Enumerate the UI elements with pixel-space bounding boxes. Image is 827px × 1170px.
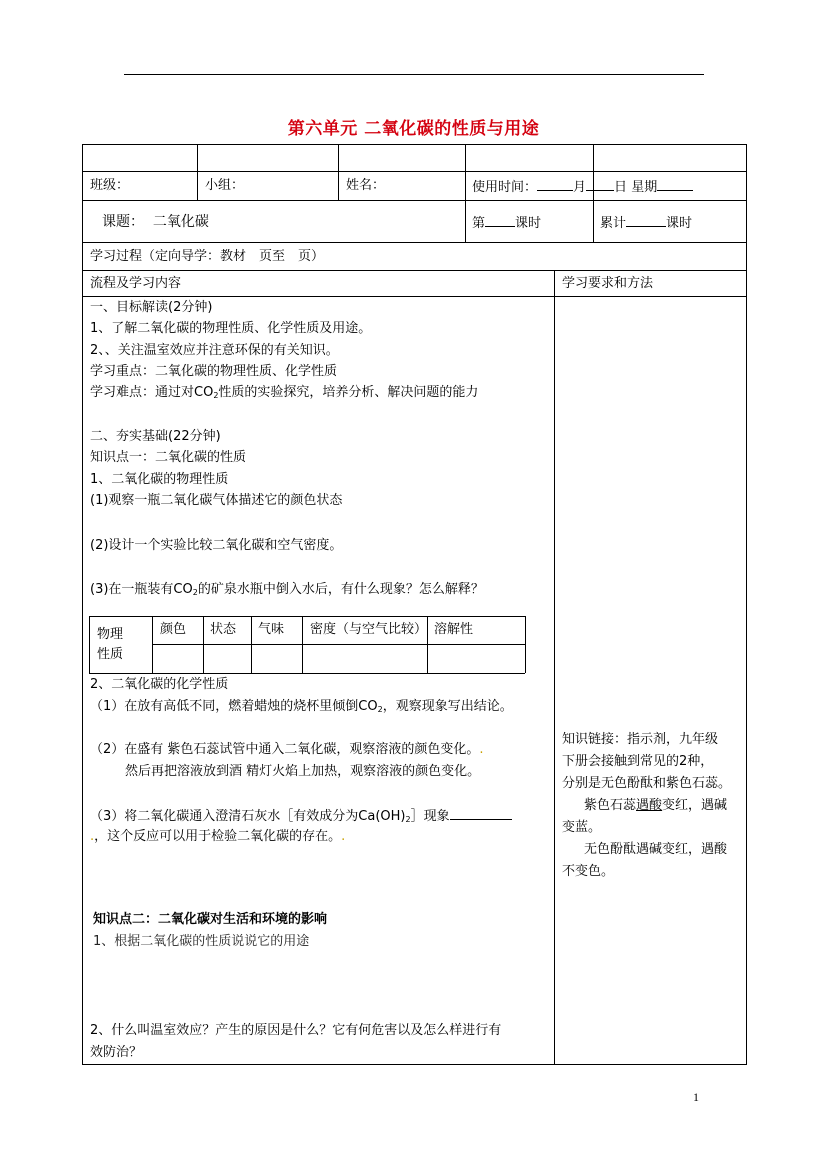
use-question: 1、根据二氧化碳的性质说说它的用途 xyxy=(93,934,310,949)
physical-q2: (2)设计一个实验比较二氧化碳和空气密度。 xyxy=(90,538,343,553)
section1-title: 一、目标解读(2分钟) xyxy=(90,300,213,315)
side-note-line: 知识链接：指示剂，九年级 xyxy=(562,732,719,747)
side-note-underlined: 遇酸 xyxy=(636,798,663,813)
table-line xyxy=(82,1064,747,1065)
difficulty-post: 性质的实验探究，培养分析、解决问题的能力 xyxy=(218,385,479,400)
property-header: 气味 xyxy=(258,622,285,637)
physical-q3 xyxy=(90,581,484,602)
chemical-q3-post: ］现象 xyxy=(410,809,450,824)
col-left-header: 流程及学习内容 xyxy=(90,276,182,291)
time-label: 使用时间： xyxy=(472,180,538,195)
chemical-q2-line2: 然后再把溶液放到酒 精灯火焰上加热，观察溶液的颜色变化。 xyxy=(125,764,481,779)
table-line xyxy=(525,616,526,673)
cumulative-count xyxy=(600,213,692,233)
side-note-post: 变红，遇碱 xyxy=(662,798,728,813)
difficulty xyxy=(90,384,478,405)
section2-title: 二、夯实基础(22分钟) xyxy=(90,429,221,444)
table-line xyxy=(82,144,747,145)
table-line xyxy=(251,616,252,673)
week-blank xyxy=(657,177,693,191)
table-line xyxy=(89,673,525,674)
chemical-title: 2、二氧化碳的化学性质 xyxy=(90,677,229,692)
chemical-q2-text: （2）在盛有 紫色石蕊试管中通入二氧化碳，观察溶液的颜色变化。 xyxy=(90,742,480,757)
greenhouse-question-line2: 效防治？ xyxy=(90,1045,143,1060)
cumulative-pre: 累计 xyxy=(600,216,627,231)
physical-q3-post: 的矿泉水瓶中倒入水后，有什么现象？怎么解释？ xyxy=(197,582,484,597)
side-note-line: 下册会接触到常见的2种， xyxy=(562,754,714,769)
property-header: 颜色 xyxy=(160,622,187,637)
property-header: 溶解性 xyxy=(434,622,474,637)
cumulative-post: 课时 xyxy=(666,216,693,231)
table-line xyxy=(82,270,747,271)
day-blank xyxy=(586,177,614,191)
side-note-line: 变蓝。 xyxy=(562,820,602,835)
week-label: 星期 xyxy=(631,180,658,195)
lesson-blank xyxy=(485,213,515,227)
side-note-line: 分别是无色酚酞和紫色石蕊。 xyxy=(562,776,732,791)
chemical-q1-post: ，观察现象写出结论。 xyxy=(382,699,513,714)
physical-q3-pre: (3)在一瓶装有CO xyxy=(90,582,193,597)
property-header: 密度（与空气比较） xyxy=(310,622,428,637)
class-label: 班级： xyxy=(90,178,130,193)
subscript: 2 xyxy=(377,705,383,714)
chemical-q1 xyxy=(90,698,513,719)
chemical-q1-pre: （1）在放有高低不同，燃着蜡烛的烧杯里倾倒CO xyxy=(90,699,378,714)
cumulative-blank xyxy=(626,213,666,227)
table-line xyxy=(89,616,525,617)
table-line xyxy=(82,296,747,297)
table-line xyxy=(197,144,198,200)
time-field xyxy=(472,177,693,197)
focus: 学习重点：二氧化碳的物理性质、化学性质 xyxy=(90,364,338,379)
goal-2: 2、、关注温室效应并注意环保的有关知识。 xyxy=(90,343,339,358)
property-row-label: 物理 xyxy=(97,627,124,642)
table-line xyxy=(554,270,555,1064)
property-row-label: 性质 xyxy=(97,647,124,662)
chemical-q3-line2 xyxy=(90,828,345,846)
mark-dot: . xyxy=(341,829,346,844)
knowledge-point-1: 知识点一：二氧化碳的性质 xyxy=(90,450,247,465)
chemical-q3-pre: （3）将二氧化碳通入澄清石灰水［有效成分为Ca(OH) xyxy=(90,809,406,824)
name-label: 姓名： xyxy=(346,178,386,193)
side-note-line: 不变色。 xyxy=(562,864,615,879)
table-line xyxy=(82,171,747,172)
chemical-q3-text: ，这个反应可以用于检验二氧化碳的存在。 xyxy=(94,829,342,844)
day-label: 日 xyxy=(614,180,628,195)
phenomenon-blank xyxy=(450,806,512,820)
table-line xyxy=(338,144,339,200)
lesson-count xyxy=(472,213,541,233)
chemical-q2-line1 xyxy=(90,741,484,759)
side-note-line xyxy=(584,797,727,815)
table-line xyxy=(152,644,525,645)
topic-value: 二氧化碳 xyxy=(152,214,209,230)
col-right-header: 学习要求和方法 xyxy=(562,276,654,291)
topic-label: 课题： xyxy=(102,214,144,230)
lesson-pre: 第 xyxy=(472,216,486,231)
subscript: 2 xyxy=(192,588,198,597)
side-note-line: 无色酚酞遇碱变红，遇酸 xyxy=(584,842,728,857)
property-header: 状态 xyxy=(210,622,237,637)
topic xyxy=(102,213,209,231)
table-line xyxy=(82,242,747,243)
side-note-pre: 紫色石蕊 xyxy=(584,798,637,813)
table-line xyxy=(302,616,303,673)
table-line xyxy=(203,616,204,673)
subscript: 2 xyxy=(213,391,219,400)
header-rule xyxy=(124,74,704,75)
table-line xyxy=(82,200,747,201)
group-label: 小组： xyxy=(205,178,245,193)
goal-1: 1、了解二氧化碳的物理性质、化学性质及用途。 xyxy=(90,321,372,336)
table-line xyxy=(82,144,83,1064)
month-blank xyxy=(537,177,573,191)
mark-dot: . xyxy=(90,829,95,844)
chemical-q3 xyxy=(90,806,512,829)
knowledge-point-2: 知识点二：二氧化碳对生活和环境的影响 xyxy=(93,912,328,927)
subscript: 2 xyxy=(405,815,411,824)
difficulty-pre: 学习难点：通过对CO xyxy=(90,385,214,400)
table-line xyxy=(746,144,747,1064)
process-row: 学习过程（定向导学：教材 页至 页） xyxy=(90,249,325,264)
physical-q1: (1)观察一瓶二氧化碳气体描述它的颜色状态 xyxy=(90,493,343,508)
physical-title: 1、二氧化碳的物理性质 xyxy=(90,472,229,487)
table-line xyxy=(152,616,153,673)
table-line xyxy=(427,616,428,673)
greenhouse-question-line1: 2、什么叫温室效应？产生的原因是什么？它有何危害以及怎么样进行有 xyxy=(90,1023,502,1038)
table-line xyxy=(465,144,466,242)
table-line xyxy=(89,616,90,673)
mark-dot: . xyxy=(479,742,484,757)
month-label: 月 xyxy=(573,180,587,195)
page-title: 第六单元 二氧化碳的性质与用途 xyxy=(287,119,540,139)
page-number: 1 xyxy=(693,1090,699,1104)
lesson-post: 课时 xyxy=(515,216,542,231)
